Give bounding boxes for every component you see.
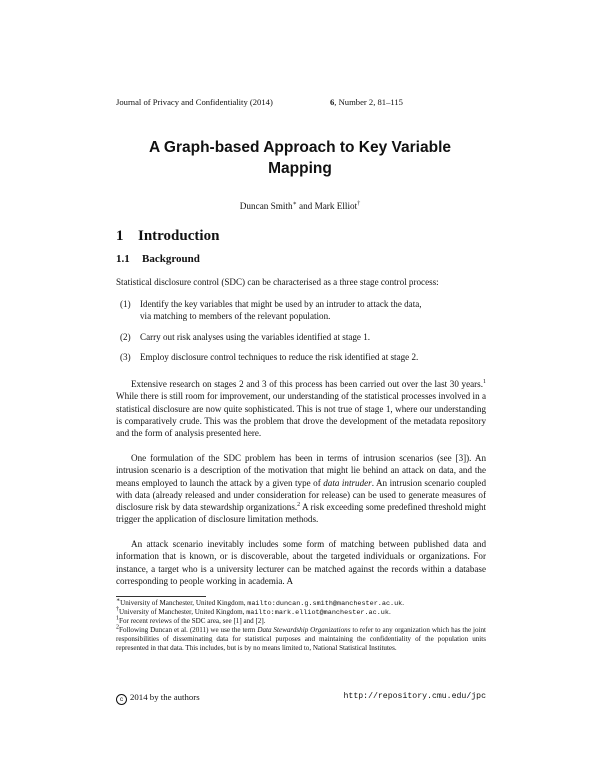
footnote-text: Following Duncan et al. (2011) we use the term (119, 626, 258, 634)
body-paragraph-1 (116, 378, 486, 439)
footnote-italic: Data Stewardship Organizations (257, 626, 351, 634)
author-2: Mark Elliot (314, 201, 358, 211)
copyright-text: 2014 by the authors (130, 692, 200, 702)
para2-text-cont: . An intrusion scenario coupled with data (already released and under consideration for release) can be used to generate measures of disclosure risk by data stewardship organizations. (116, 477, 487, 513)
intro-paragraph: Statistical disclosure control (SDC) can be characterised as a three stage control process: (116, 277, 439, 287)
issue-pages: , Number 2, 81–115 (334, 97, 403, 107)
subsection-title: Background (142, 253, 200, 265)
list-item (116, 331, 486, 343)
para2-text-end: A risk exceeding some predefined threshold might trigger the application of disclosure limitation methods. (116, 502, 486, 525)
subsection-heading (116, 253, 200, 265)
para1-text-cont: While there is still room for improvement, our understanding of the statistical processes involved in a statistical disclosure are now quite sophisticated. This is not true of stage 1, where our understanding is comparatively crude. This was the problem that drove the development of the metadata repository and the form of analysis presented here. (116, 391, 486, 439)
author-1: Duncan Smith (239, 201, 293, 211)
journal-url-link[interactable]: http://repository.cmu.edu/jpc (343, 692, 486, 701)
footnote-mark: † (116, 606, 119, 613)
copyright-icon: c (116, 694, 127, 705)
list-item-number: (2) (120, 332, 131, 342)
list-item-number: (3) (120, 352, 131, 362)
section-heading (116, 228, 219, 245)
footnote-affiliation-2: †University of Manchester, United Kingdom, mailto:mark.elliot@manchester.ac.uk. (116, 606, 391, 617)
volume-number: 6 (330, 97, 335, 107)
title-line-2: Mapping (268, 160, 332, 177)
body-paragraph-3: An attack scenario inevitably includes some form of matching between published data and information that is known, or is discoverable, about the targeted individuals or organizations. For instance, a target who is a university lecturer can be matched against the records within a database corresponding to people working in academia. A (116, 539, 486, 586)
footnote-text-cont: to refer to any organization which has the joint responsibilities of disseminating data for statistical purposes and maintaining the confidentiality of the population units represented in that data. This includes, but is by no means limited to, National Statistical Institutes. (116, 626, 486, 652)
author-1-mark: ∗ (292, 200, 297, 207)
author-and: and (296, 201, 315, 211)
footnote-mark: ∗ (116, 597, 121, 604)
list-item (116, 298, 486, 323)
section-title: Introduction (138, 228, 220, 244)
footnote-text: For recent reviews of the SDC area, see [1] and [2]. (119, 617, 266, 625)
author-2-email-link[interactable]: mailto:mark.elliot@manchester.ac.uk (246, 609, 389, 617)
volume-issue (330, 97, 403, 107)
title-line-1: A Graph-based Approach to Key Variable (148, 139, 452, 156)
footnote-ref-1: 1 (483, 378, 486, 385)
list-item (116, 351, 486, 363)
footnote-mark: 2 (116, 624, 119, 631)
list-item-text (140, 298, 486, 323)
list-item-text: Carry out risk analyses using the variables identified at stage 1. (140, 332, 371, 342)
author-list (100, 201, 500, 211)
footnote-mark: 1 (116, 615, 119, 622)
footnote-ref-2: 2 (297, 502, 301, 509)
copyright-notice (116, 692, 200, 705)
subsection-number: 1.1 (116, 253, 130, 265)
footnote-text: University of Manchester, United Kingdom, (119, 608, 247, 616)
footnote-rule (116, 596, 206, 597)
footnote-text: University of Manchester, United Kingdom, (120, 599, 248, 607)
para2-text: One formulation of the SDC problem has been in terms of intrusion scenarios (see [3]). An intrusion scenario is a description of the motivation that might lie behind an attack on data, and the means employed to launch the attack by a given type of (116, 453, 486, 488)
list-item-text: Employ disclosure control techniques to reduce the risk identified at stage 2. (140, 352, 419, 362)
list-item-line: Identify the key variables that might be used by an intruder to attack the data, (140, 299, 422, 309)
footnote-affiliation-1: ∗University of Manchester, United Kingdom, mailto:duncan.g.smith@manchester.ac.uk. (116, 597, 405, 608)
running-header (116, 97, 486, 107)
journal-name: Journal of Privacy and Confidentiality (2014) (116, 97, 273, 107)
para1-text: Extensive research on stages 2 and 3 of this process has been carried out over the last 30 years. (131, 379, 483, 389)
body-paragraph-2 (116, 452, 486, 526)
author-2-mark: † (357, 200, 361, 207)
paper-title (100, 137, 500, 179)
author-1-email-link[interactable]: mailto:duncan.g.smith@manchester.ac.uk (247, 600, 403, 608)
list-item-number: (1) (120, 299, 131, 309)
footnote-2 (116, 626, 486, 653)
para2-italic: data intruder (323, 477, 372, 488)
section-number: 1 (116, 228, 124, 244)
list-item-line: via matching to members of the relevant population. (140, 311, 331, 322)
footnote-1 (116, 617, 486, 626)
